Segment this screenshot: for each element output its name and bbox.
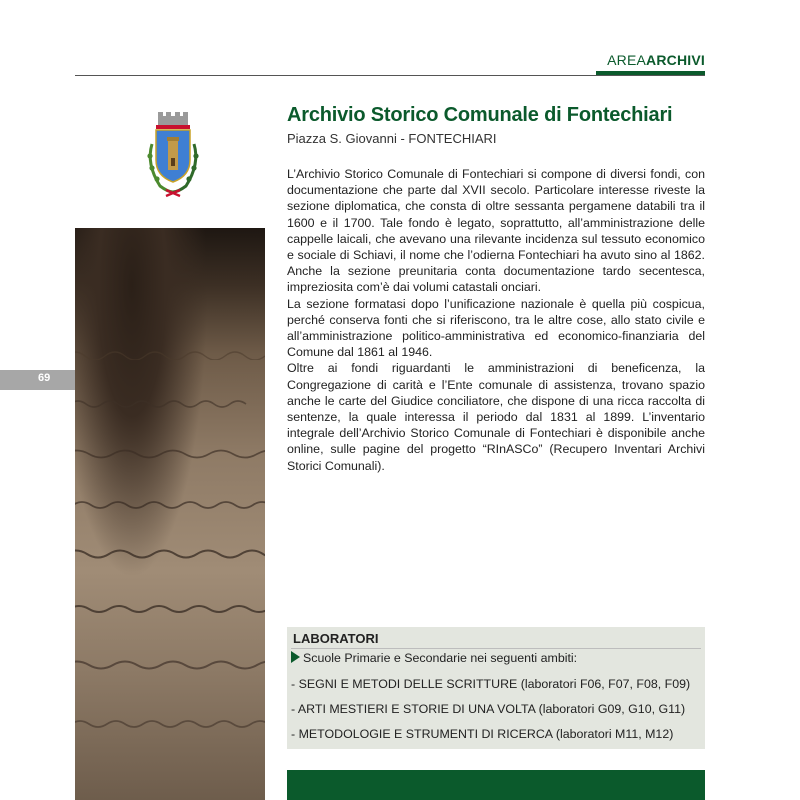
laboratori-title: LABORATORI xyxy=(293,631,379,646)
coat-of-arms-icon xyxy=(138,112,208,200)
laboratori-item: - METODOLOGIE E STRUMENTI DI RICERCA (laboratori M11, M12) xyxy=(291,727,674,741)
laboratori-box xyxy=(287,627,705,749)
laboratori-divider xyxy=(291,648,701,649)
article-title: Archivio Storico Comunale di Fontechiari xyxy=(287,104,673,126)
section-label xyxy=(607,52,705,68)
bottom-green-bar xyxy=(287,770,705,800)
laboratori-item: - SEGNI E METODI DELLE SCRITTURE (laboratori F06, F07, F08, F09) xyxy=(291,677,691,691)
article-paragraph: L’Archivio Storico Comunale di Fontechiari si compone di diversi fondi, con documentazione che parte dal XVII secolo. Particolare interesse riveste la sezione diplomatica, che consta di oltre sessanta pergamene databili tra il 1600 e il 1700. Tale fondo è legato, soprattutto, all’amministrazione delle cappelle laicali, che avevano una rilevante incidenza sul tessuto economico e sociale di Schiavi, il nome che l’odierna Fontechiari ha avuto sino al 1862. Anche la sezione preunitaria conta documentazione tardo secentesca, impreziosita com’è dai volumi catastali onciari. xyxy=(287,167,705,295)
laboratori-intro xyxy=(291,651,577,665)
section-name: ARCHIVI xyxy=(646,52,705,68)
article-paragraph: La sezione formatasi dopo l’unificazione nazionale è quella più cospicua, perché conserva fonti che si riferiscono, tra le altre cose, allo stato civile e all’amministrazione politico-amministrativa ed economico-finanziaria del Comune dal 1861 al 1946. xyxy=(287,296,705,360)
laboratori-intro-text: Scuole Primarie e Secondarie nei seguenti ambiti: xyxy=(303,651,578,665)
manuscript-photo xyxy=(75,228,265,800)
laboratori-item: - ARTI MESTIERI E STORIE DI UNA VOLTA (laboratori G09, G10, G11) xyxy=(291,702,686,716)
header-accent-bar xyxy=(596,71,705,75)
article-address: Piazza S. Giovanni - FONTECHIARI xyxy=(287,131,497,146)
article-paragraph: Oltre ai fondi riguardanti le amministrazioni di beneficenza, la Congregazione di carità e l’Ente comunale di assistenza, trovano spazio anche le carte del Giudice conciliatore, che dispone di una ricca raccolta di sentenze, la quale interessa il periodo dal 1831 al 1899. L’inventario integrale dell’Archivio Storico Comunale di Fontechiari è disponibile anche online, sulle pagine del progetto “RInASCo” (Recupero Inventari Archivi Storici Comunali). xyxy=(287,361,705,473)
article-body xyxy=(287,166,705,474)
page-number: 69 xyxy=(38,372,51,384)
section-prefix: AREA xyxy=(607,52,647,68)
arrow-right-icon xyxy=(291,651,300,663)
header-rule xyxy=(75,75,705,76)
